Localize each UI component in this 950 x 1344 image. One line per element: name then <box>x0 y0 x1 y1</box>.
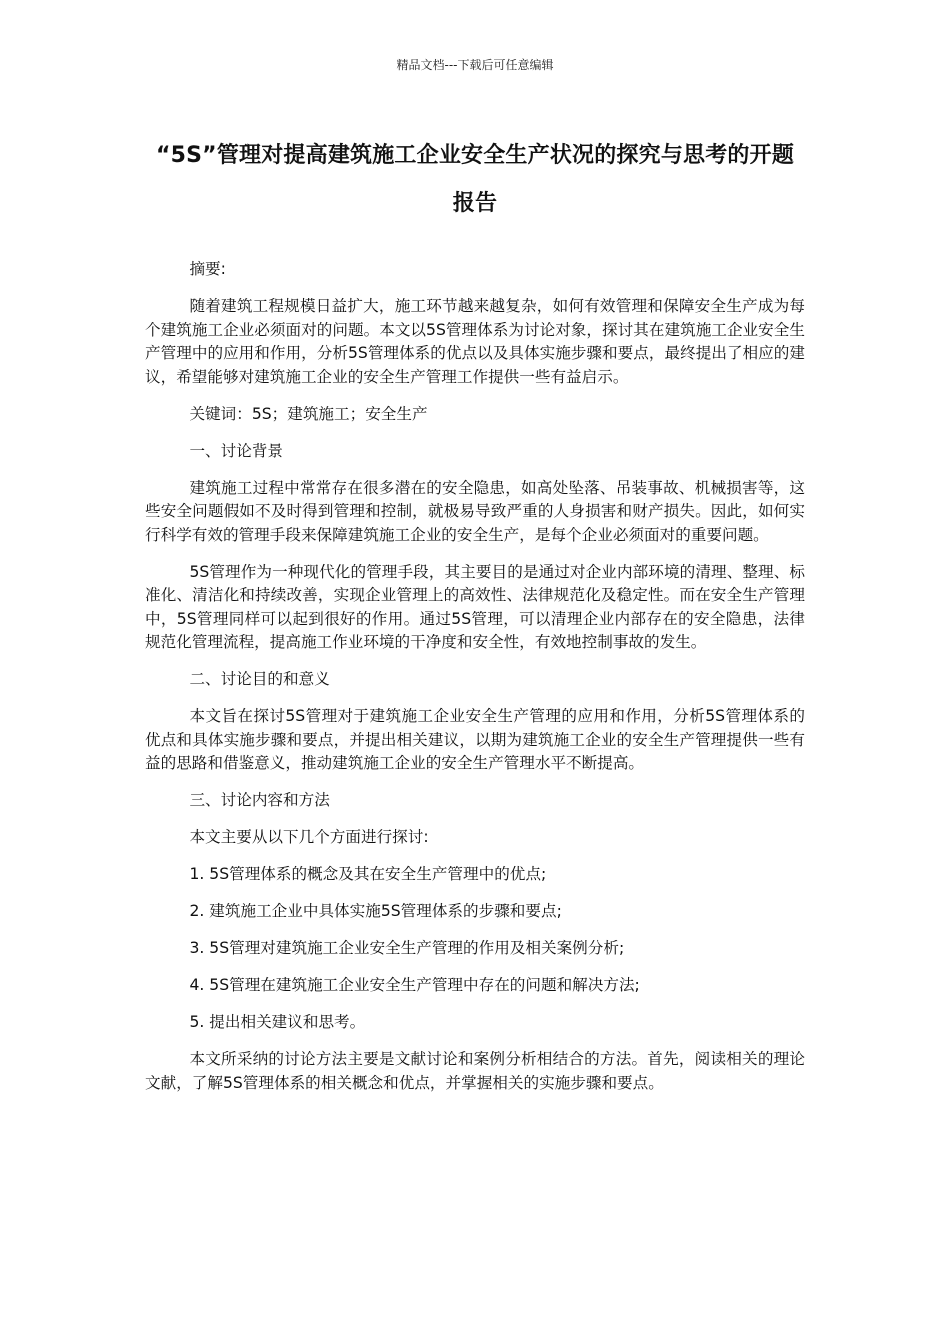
list-item: 2. 建筑施工企业中具体实施5S管理体系的步骤和要点; <box>189 902 562 920</box>
document-title: “5S”管理对提高建筑施工企业安全生产状况的探究与思考的开题报告 <box>155 143 795 216</box>
keywords: 关键词：5S；建筑施工；安全生产 <box>189 404 428 423</box>
list-item: 4. 5S管理在建筑施工企业安全生产管理中存在的问题和解决方法; <box>189 976 640 994</box>
page-header: 精品文档---下载后可任意编辑 <box>396 58 554 72</box>
list-item: 1. 5S管理体系的概念及其在安全生产管理中的优点; <box>189 865 547 883</box>
abstract-label: 摘要: <box>189 260 226 278</box>
section-heading-background: 一、讨论背景 <box>189 441 284 460</box>
section-heading-content-method: 三、讨论内容和方法 <box>189 791 330 809</box>
section-heading-purpose: 二、讨论目的和意义 <box>189 670 330 688</box>
list-item: 5. 提出相关建议和思考。 <box>189 1013 366 1031</box>
document-body <box>145 258 805 1109</box>
list-item: 3. 5S管理对建筑施工企业安全生产管理的作用及相关案例分析; <box>189 939 625 957</box>
abstract-paragraph: 随着建筑工程规模日益扩大，施工环节越来越复杂，如何有效管理和保障安全生产成为每个建筑施工企业必须面对的问题。本文以5S管理体系为讨论对象，探讨其在建筑施工企业安全生产管理中的应用和作用，分析5S管理体系的优点以及具体实施步骤和要点，最终提出了相应的建议，希望能够对建筑施工企业的安全生产管理工作提供一些有益启示。 <box>145 297 805 386</box>
background-paragraph-2: 5S管理作为一种现代化的管理手段，其主要目的是通过对企业内部环境的清理、整理、标准化、清洁化和持续改善，实现企业管理上的高效性、法律规范化及稳定性。而在安全生产管理中，5S管理同样可以起到很好的作用。通过5S管理，可以清理企业内部存在的安全隐患，法律规范化管理流程，提高施工作业环境的干净度和安全性，有效地控制事故的发生。 <box>145 562 805 651</box>
content-intro: 本文主要从以下几个方面进行探讨: <box>189 828 429 846</box>
background-paragraph-1: 建筑施工过程中常常存在很多潜在的安全隐患，如高处坠落、吊装事故、机械损害等，这些安全问题假如不及时得到管理和控制，就极易导致严重的人身损害和财产损失。因此，如何实行科学有效的管理手段来保障建筑施工企业的安全生产，是每个企业必须面对的重要问题。 <box>145 478 805 544</box>
method-paragraph: 本文所采纳的讨论方法主要是文献讨论和案例分析相结合的方法。首先，阅读相关的理论文献，了解5S管理体系的相关概念和优点，并掌握相关的实施步骤和要点。 <box>145 1050 805 1092</box>
purpose-paragraph: 本文旨在探讨5S管理对于建筑施工企业安全生产管理的应用和作用，分析5S管理体系的优点和具体实施步骤和要点，并提出相关建议，以期为建筑施工企业的安全生产管理提供一些有益的思路和借鉴意义，推动建筑施工企业的安全生产管理水平不断提高。 <box>145 707 805 772</box>
